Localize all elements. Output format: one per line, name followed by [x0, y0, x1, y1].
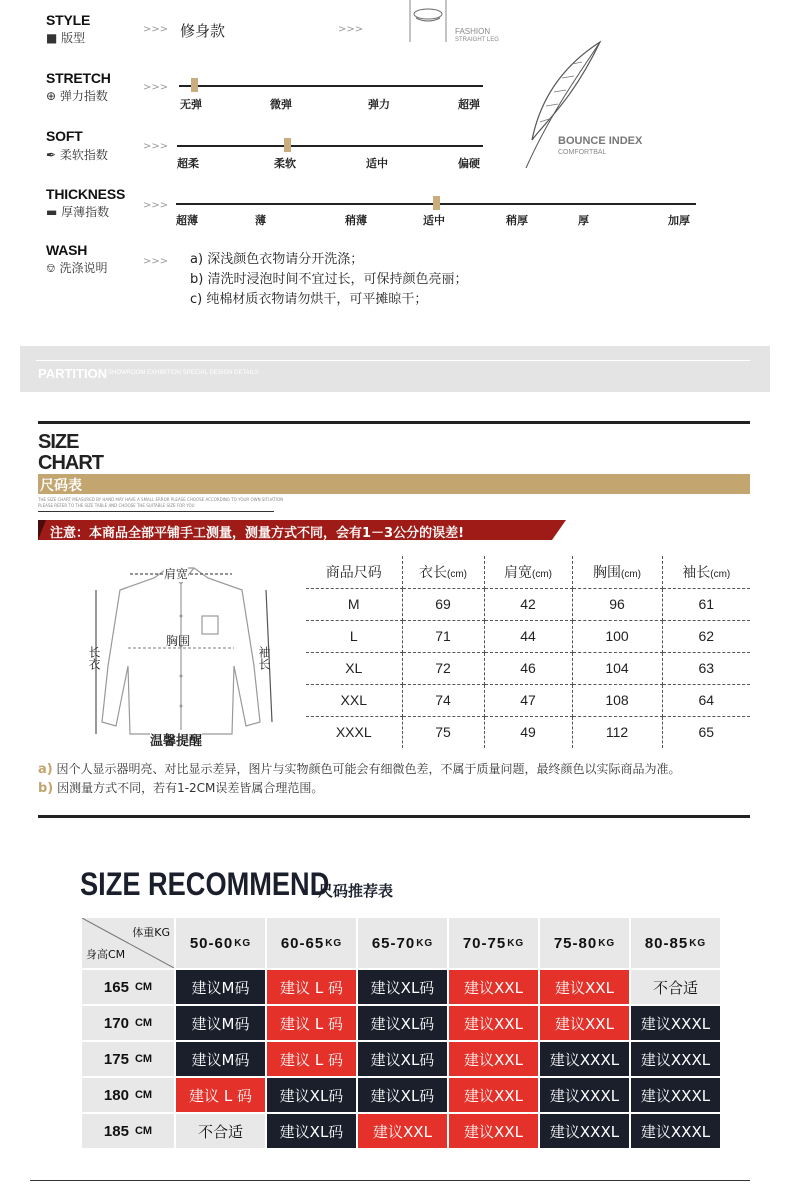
table-cell: 61 [662, 588, 750, 620]
wash-label-text: 洗涤说明 [59, 261, 108, 275]
partition-band [20, 346, 770, 392]
recommend-cell: 建议XXL [449, 970, 538, 1004]
size-note [38, 779, 323, 796]
table-cell: 69 [402, 588, 484, 620]
sizechart-fine-1: THE SIZE CHART MEASURED BY HAND MAY HAVE A SMALL ERROR PLEASE CHOOSE ACCORDING TO YOUR OWN SITUATION [38, 497, 284, 502]
stretch-tick: 微弹 [270, 98, 292, 111]
recommend-corner [82, 918, 174, 968]
diagram-chest-label: 胸围 [166, 634, 191, 648]
recommend-cell: 建议XL码 [358, 1042, 447, 1076]
wash-item-key: b) [190, 272, 204, 287]
pants-leg-icon [408, 0, 448, 42]
height-header [82, 1078, 174, 1112]
diagram-caption: 温馨提醒 [150, 730, 202, 749]
table-cell: XL [306, 652, 402, 684]
stretch-label-text: 弹力指数 [59, 89, 108, 103]
table-header-unit: (cm) [447, 568, 467, 580]
layers-icon: ▬ [46, 205, 58, 219]
recommend-cell: 建议XXL [449, 1006, 538, 1040]
table-cell: 44 [484, 620, 572, 652]
recommend-cell: 建议M码 [176, 970, 265, 1004]
style-arrow: >>> [143, 24, 169, 35]
footer-rule [30, 1180, 750, 1181]
recommend-cell: 建议XXL [449, 1042, 538, 1076]
thickness-label-text: 厚薄指数 [61, 205, 110, 219]
recommend-cell: 不合适 [631, 970, 720, 1004]
height-header [82, 1006, 174, 1040]
table-cell: 112 [572, 716, 662, 748]
sizechart-title-1: SIZE [38, 431, 79, 453]
partition-sub: SHOWROOM EXHIBITION SPECIAL DESIGN DETAILS [108, 370, 259, 376]
table-cell: 65 [662, 716, 750, 748]
table-cell: 62 [662, 620, 750, 652]
table-header-text: 肩宽 [504, 563, 532, 580]
height-header [82, 970, 174, 1004]
wash-item-key: a) [190, 252, 204, 267]
recommend-cell: 建议XXL [358, 1114, 447, 1148]
thickness-tick: 厚 [578, 214, 589, 227]
stretch-icon: ⊕ [46, 89, 57, 103]
diagram-shoulder-label: 肩宽 [164, 567, 189, 581]
recommend-cell: 不合适 [176, 1114, 265, 1148]
table-header-row [306, 556, 750, 588]
table-cell: 72 [402, 652, 484, 684]
wash-item-text: 清洗时浸泡时间不宜过长，可保持颜色亮丽； [207, 272, 468, 287]
recommend-title: SIZE RECOMMEND [80, 866, 330, 902]
table-cell: 46 [484, 652, 572, 684]
table-cell: 49 [484, 716, 572, 748]
weight-unit: KG [416, 937, 434, 949]
recommend-cell: 建议XXXL [540, 1114, 629, 1148]
height-value: 175 [103, 1050, 129, 1068]
partition-line [36, 360, 750, 361]
soft-title: SOFT [46, 128, 83, 144]
weight-value: 50-60 [189, 934, 234, 952]
thickness-tick: 加厚 [668, 214, 690, 227]
weight-unit: KG [598, 937, 616, 949]
table-cell: L [306, 620, 402, 652]
recommend-cell: 建议XXXL [631, 1078, 720, 1112]
soft-label [46, 146, 108, 163]
table-cell: 75 [402, 716, 484, 748]
recommend-cell: 建议XXXL [631, 1006, 720, 1040]
style-value: 修身款 [180, 22, 226, 40]
table-cell: 104 [572, 652, 662, 684]
table-cell: 42 [484, 588, 572, 620]
sizechart-cn-title: 尺码表 [40, 478, 82, 494]
recommend-cell: 建议 L 码 [267, 970, 356, 1004]
sizechart-title-2: CHART [38, 452, 103, 474]
wash-item-text: 深浅颜色衣物请分开洗涤； [207, 252, 364, 267]
recommend-cn-title: 尺码推荐表 [318, 882, 394, 900]
thickness-title: THICKNESS [46, 186, 126, 202]
diagram-length-label: 长衣 [87, 646, 101, 670]
size-note [38, 760, 681, 777]
weight-header [631, 918, 720, 968]
table-cell: 71 [402, 620, 484, 652]
height-value: 165 [103, 978, 129, 996]
shirt-diagram [82, 556, 282, 751]
thickness-tick: 超薄 [176, 214, 198, 227]
table-header [484, 556, 572, 588]
weight-value: 75-80 [553, 934, 598, 952]
table-header-text: 商品尺码 [325, 563, 382, 580]
sizechart-thin-rule [38, 511, 274, 512]
height-unit: CM [134, 1125, 153, 1137]
style-label [46, 29, 85, 46]
soft-tick: 偏硬 [458, 157, 480, 170]
stretch-label [46, 87, 108, 104]
table-header-text: 胸围 [593, 563, 621, 580]
recommend-cell: 建议M码 [176, 1042, 265, 1076]
table-cell: XXL [306, 684, 402, 716]
thickness-label [46, 203, 109, 220]
height-unit: CM [134, 981, 153, 993]
weight-unit: KG [325, 937, 343, 949]
size-note-key: b) [38, 781, 54, 796]
table-header-text: 袖长 [682, 563, 711, 580]
soft-arrow: >>> [143, 141, 169, 152]
height-unit: CM [134, 1053, 153, 1065]
table-header [306, 556, 402, 588]
size-note-text: 因测量方式不同，若有1-2CM误差皆属合理范围。 [57, 781, 324, 795]
thickness-tick: 稍薄 [345, 214, 367, 227]
weight-value: 60-65 [280, 934, 325, 952]
sizechart-tan-bar [38, 474, 750, 494]
table-row [306, 716, 750, 748]
table-cell: 64 [662, 684, 750, 716]
stretch-marker [191, 78, 198, 92]
soft-scale [177, 145, 483, 147]
thickness-arrow: >>> [143, 200, 169, 211]
height-unit: CM [134, 1089, 153, 1101]
height-header [82, 1114, 174, 1148]
notice-text: 注意：本商品全部平铺手工测量，测量方式不同，会有1－3公分的误差! [50, 526, 465, 541]
fashion-sub: STRAIGHT LEG [455, 37, 499, 43]
wash-label [46, 259, 107, 276]
table-cell: 100 [572, 620, 662, 652]
table-cell: 63 [662, 652, 750, 684]
table-cell: 47 [484, 684, 572, 716]
soft-marker [284, 138, 291, 152]
feather-small-icon: ✒ [46, 148, 57, 162]
weight-header [176, 918, 265, 968]
soft-tick: 超柔 [177, 157, 199, 170]
recommend-cell: 建议XXL [540, 1006, 629, 1040]
size-note-key: a) [38, 762, 53, 777]
height-value: 185 [103, 1122, 129, 1140]
table-header [402, 556, 484, 588]
table-header-unit: (cm) [532, 568, 552, 580]
recommend-cell: 建议XL码 [358, 970, 447, 1004]
wash-item-key: c) [190, 292, 203, 307]
recommend-cell: 建议XL码 [267, 1078, 356, 1112]
recommend-cell: 建议XL码 [267, 1114, 356, 1148]
wash-item [190, 270, 467, 290]
recommend-cell: 建议 L 码 [267, 1006, 356, 1040]
height-value: 180 [103, 1086, 129, 1104]
recommend-cell: 建议 L 码 [267, 1042, 356, 1076]
recommend-cell: 建议XXXL [631, 1114, 720, 1148]
wash-arrow: >>> [143, 256, 169, 267]
corner-height-label: 身高CM [86, 948, 126, 961]
table-cell: 96 [572, 588, 662, 620]
table-header-unit: (cm) [710, 568, 731, 580]
table-row [306, 588, 750, 620]
style-arrow-2: >>> [338, 24, 364, 35]
style-title: STYLE [46, 12, 91, 28]
table-row [306, 620, 750, 652]
wash-item [190, 250, 363, 270]
table-cell: 108 [572, 684, 662, 716]
table-cell: 74 [402, 684, 484, 716]
bounce-sub: COMFORTBAL [558, 149, 607, 156]
wash-basin-icon: ⎊ [46, 261, 56, 275]
corner-weight-label: 体重KG [132, 926, 170, 939]
weight-unit: KG [507, 937, 525, 949]
thickness-marker [433, 196, 440, 210]
stretch-tick: 超弹 [458, 98, 480, 111]
weight-header [449, 918, 538, 968]
weight-unit: KG [234, 937, 252, 949]
table-cell: XXXL [306, 716, 402, 748]
diagram-sleeve-label: 袖长 [257, 646, 271, 670]
stretch-scale [179, 85, 483, 87]
recommend-cell: 建议 L 码 [176, 1078, 265, 1112]
recommend-cell: 建议XXXL [540, 1078, 629, 1112]
notice-banner [38, 520, 566, 540]
weight-header [540, 918, 629, 968]
recommend-cell: 建议XXL [449, 1078, 538, 1112]
height-value: 170 [103, 1014, 129, 1032]
recommend-cell: 建议XL码 [358, 1078, 447, 1112]
soft-label-text: 柔软指数 [59, 148, 108, 162]
table-header-text: 衣长 [419, 563, 447, 580]
stretch-tick: 无弹 [180, 98, 202, 111]
weight-value: 65-70 [371, 934, 416, 952]
height-header [82, 1042, 174, 1076]
wash-title: WASH [46, 242, 88, 258]
table-row [306, 684, 750, 716]
thickness-tick: 稍厚 [506, 214, 528, 227]
weight-value: 80-85 [644, 934, 689, 952]
table-row [306, 652, 750, 684]
recommend-cell: 建议XL码 [358, 1006, 447, 1040]
style-label-text: 版型 [61, 31, 86, 45]
weight-unit: KG [689, 937, 707, 949]
weight-header [358, 918, 447, 968]
stretch-arrow: >>> [143, 82, 169, 93]
soft-tick: 柔软 [274, 157, 296, 170]
sizechart-fine-2: PLEASE REFER TO THE SIZE TABLE AND CHOOSE THE SUITABLE SIZE FOR YOU [38, 503, 195, 508]
sizechart-bottom-rule [38, 815, 750, 818]
wash-item [190, 290, 427, 310]
recommend-cell: 建议XXXL [631, 1042, 720, 1076]
bounce-index-label: BOUNCE INDEX [558, 135, 643, 147]
size-table [306, 556, 750, 748]
size-note-text: 因个人显示器明亮、对比显示差异，图片与实物颜色可能会有细微色差，不属于质量问题，最终颜色以实际商品为准。 [56, 762, 681, 776]
wash-item-text: 纯棉材质衣物请勿烘干，可平摊晾干； [206, 292, 428, 307]
table-header-unit: (cm) [621, 568, 641, 580]
fashion-label: FASHION [455, 27, 491, 36]
recommend-cell: 建议XXL [540, 970, 629, 1004]
tshirt-icon: ■ [46, 31, 58, 45]
soft-tick: 适中 [366, 157, 388, 170]
table-header [662, 556, 750, 588]
thickness-tick: 薄 [255, 214, 266, 227]
sizechart-top-rule [38, 421, 750, 424]
stretch-tick: 弹力 [368, 98, 390, 111]
recommend-cell: 建议M码 [176, 1006, 265, 1040]
weight-header [267, 918, 356, 968]
table-header [572, 556, 662, 588]
table-cell: M [306, 588, 402, 620]
recommend-cell: 建议XXL [449, 1114, 538, 1148]
thickness-tick: 适中 [423, 214, 445, 227]
recommend-cell: 建议XXXL [540, 1042, 629, 1076]
stretch-title: STRETCH [46, 70, 111, 86]
height-unit: CM [134, 1017, 153, 1029]
recommend-grid [82, 918, 720, 1148]
weight-value: 70-75 [462, 934, 507, 952]
partition-title: PARTITION [38, 366, 108, 381]
